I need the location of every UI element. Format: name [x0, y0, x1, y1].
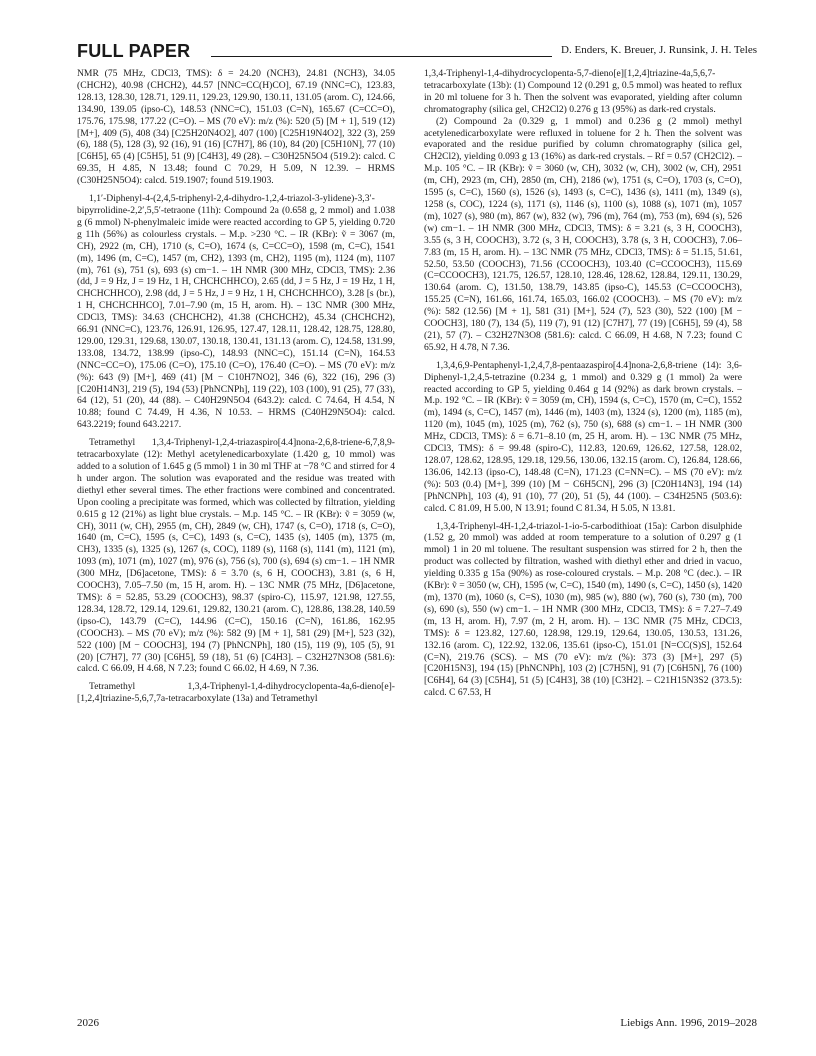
right-column: [424, 68, 742, 1008]
header-rule: [211, 56, 552, 57]
paragraph: 1,1′-Diphenyl-4-(2,4,5-triphenyl-2,4-dihydro-1,2,4-triazol-3-ylidene)-3,3′-bipyrrolidine-2,2′,5,5′-tetraone (11h): Compound 2a (0.658 g, 2 mmol) and 1.038 g (6 mmol) N-phenylmaleic imide were reacted according to GP 5, yielding 0.720 g 11h (56%) as colourless crystals. – M.p. >230 °C. – IR (KBr): ṽ = 3067 (m, CH), 2922 (m, CH), 1710 (s, C=O), 1674 (s, C=CC=O), 1598 (m, C=C), 1541 (m), 1496 (m, C=C), 1457 (m, CH2), 1393 (m, CH2), 1195 (m), 1124 (m), 1107 (m), 761 (s), 751 (s), 693 (s) cm−1. – 1H NMR (300 MHz, CDCl3, TMS): 2.36 (dd, J = 9 Hz, J = 19 Hz, 1 H, CHCHCHHCO), 2.65 (dd, J = 5 Hz, J = 19 Hz, 1 H, CHCHCHHCO), 2.98 (dd, J = 5 Hz, J = 9 Hz, 1 H, CHCHCHHCO), 3.28 [s (br.), 1 H, CHCHCHHCO], 7.01–7.90 (m, 15 H, arom. H). – 13C NMR (300 MHz, CDCl3, TMS): 34.63 (CHCHCH2), 41.38 (CHCHCH2), 45.34 (CHCHCH2), 66.91 (NNC=C), 123.76, 126.91, 126.95, 127.47, 128.11, 128.42, 128.75, 128.80, 129.00, 129.31, 129.68, 130.07, 130.18, 130.41, 131.13 (arom. C), 124.58, 131.99, 133.08, 134.72, 138.99 (ipso-C), 148.93 (NNC=C), 151.14 (C=N), 164.53 (NNC=CC=O), 175.06 (C=O), 175.10 (C=O), 176.40 (C=O). – MS (70 eV): m/z (%): 643 (9) [M+], 469 (41) [M − C10H7NO2], 346 (6), 322 (16), 296 (3) [C20H14N3], 219 (5), 194 (53) [PhNCNPh], 119 (22), 103 (100), 91 (25), 77 (33), 64 (12), 51 (20), 44 (88). – C40H29N5O4 (643.2): calcd. C 74.64, H 4.54, N 10.88; found C 74.49, H 4.36, N 10.53. – HRMS (C40H29N5O4): calcd. 643.2219; found 643.2217.: [77, 193, 395, 431]
journal-citation: Liebigs Ann. 1996, 2019–2028: [620, 1017, 757, 1029]
paragraph: 1,3,4-Triphenyl-1,4-dihydrocyclopenta-5,7-dieno[e][1,2,4]triazine-4a,5,6,7-tetracarboxylate (13b): (1) Compound 12 (0.291 g, 0.5 mmol) was heated to reflux in 20 ml toluene for 3 h. Then the solvent was evaporated, yielding after column chromatography (silica gel, CH2Cl2) 0.276 g 13 (95%) as dark-red crystals.: [424, 68, 742, 115]
paragraph: 1,3,4,6,9-Pentaphenyl-1,2,4,7,8-pentaazaspiro[4.4]nona-2,6,8-triene (14): 3,6-Diphenyl-1,2,4,5-tetrazine (0.234 g, 1 mmol) and 0.329 g (1 mmol) 2a were reacted according to GP 5, yielding 0.464 g 14 (92%) as dark brown crystals. – M.p. 192 °C. – IR (KBr): ṽ = 3059 (m, CH), 1594 (s, C=C), 1570 (m, C=C), 1552 (m), 1494 (s, C=C), 1457 (m), 1446 (m), 1403 (m), 1324 (s), 1200 (m), 1185 (m), 1120 (m), 1045 (m), 1025 (m), 762 (s), 750 (s), 688 (s) cm−1. – 1H NMR (300 MHz, CDCl3, TMS): δ = 6.71–8.10 (m, 25 H, arom. H). – 13C NMR (75 MHz, CDCl3, TMS): δ = 99.48 (spiro-C), 112.83, 120.69, 126.62, 127.58, 128.02, 128.07, 128.62, 128.95, 129.18, 129.56, 130.06, 132.15 (arom. C), 126.84, 128.66, 136.06, 142.13 (ipso-C), 148.48 (C=N), 171.23 (C=NN=C). – MS (70 eV): m/z (%): 503 (0.4) [M+], 399 (10) [M − C6H5CN], 296 (3) [C20H14N3], 194 (14) [PhNCNPh], 103 (4), 91 (10), 77 (20), 51 (5), 44 (100). – C34H25N5 (503.6): calcd. C 81.09, H 5.00, N 13.91; found C 81.34, H 5.05, N 13.81.: [424, 359, 742, 514]
page-number: 2026: [77, 1017, 99, 1029]
left-column: [77, 68, 395, 1008]
paragraph: NMR (75 MHz, CDCl3, TMS): δ = 24.20 (NCH3), 24.81 (NCH3), 34.05 (CHCH2), 40.98 (CHCH2), 44.57 [NNC=CC(H)CO], 67.19 (NNC=C), 123.83, 128.13, 128.30, 128.71, 129.11, 129.23, 129.90, 130.11, 131.05 (arom. C), 124.66, 134.90, 139.05 (ipso-C), 148.53 (NNC=C), 151.03 (C=N), 165.67 (C=CC=O), 175.76, 175.98, 177.22 (C=O). – MS (70 eV): m/z (%): 520 (5) [M + 1], 519 (12) [M+], 409 (5), 408 (34) [C25H20N4O2], 407 (100) [C25H19N4O2], 322 (3), 259 (6), 188 (5), 128 (3), 92 (16), 91 (16) [C7H7], 86 (10), 84 (20) [C5H10N], 77 (10) [C6H5], 65 (4) [C5H5], 51 (9) [C4H3], 49 (28). – C30H25N5O4 (519.2): calcd. C 69.35, H 4.85, N 13.48; found C 70.29, H 5.09, N 12.39. – HRMS (C30H25N5O4): calcd. 519.1907; found 519.1903.: [77, 68, 395, 187]
paragraph: Tetramethyl 1,3,4-Triphenyl-1,2,4-triazaspiro[4.4]nona-2,6,8-triene-6,7,8,9-tetracarboxylate (12): Methyl acetylenedicarboxylate (1.420 g, 10 mmol) was added to a solution of 1.645 g (5 mmol) 1 in 30 ml THF at −78 °C and stirred for 4 h under argon. The solution was evaporated and the residue was treated with diethyl ether several times. The ether fractions were combined and concentrated. Upon cooling a precipitate was formed, which was collected by filtration, yielding 0.615 g 12 (21%) as light blue crystals. – M.p. 145 °C. – IR (KBr): ṽ = 3059 (w, CH), 3011 (w, CH), 2955 (m, CH), 2849 (w, CH), 1747 (s, C=O), 1718 (s, C=O), 1640 (m, C=C), 1595 (s, C=C), 1493 (s, C=C), 1435 (s), 1405 (m), 1375 (m, CH3), 1335 (s), 1325 (s), 1267 (s, COC), 1189 (s), 1168 (s), 1141 (m), 1121 (m), 1093 (m), 1071 (m), 1027 (m), 976 (s), 756 (s), 700 (s), 694 (s) cm−1. – 1H NMR (300 MHz, [D6]acetone, TMS): δ = 3.70 (s, 6 H, COOCH3), 3.81 (s, 6 H, COOCH3), 7.05–7.50 (m, 15 H, arom. H). – 13C NMR (75 MHz, [D6]acetone, TMS): δ = 52.85, 53.29 (COOCH3), 98.37 (spiro-C), 115.97, 121.98, 127.55, 128.34, 128.72, 129.14, 129.61, 129.82, 130.21 (arom. C), 128.86, 138.28, 140.59 (ipso-C), 143.79 (C=C), 144.96 (C=C), 150.16 (C=N), 161.86, 162.95 (COOCH3). – MS (70 eV); m/z (%): 582 (9) [M + 1], 581 (29) [M+], 523 (32), 522 (100) [M − COOCH3], 194 (7) [PhNCNPh], 180 (15), 119 (9), 105 (5), 91 (20) [C7H7], 77 (30) [C6H5], 59 (18), 51 (6) [C4H3]. – C32H27N3O8 (581.6): calcd. C 66.09, H 4.68, N 7.23; found C 66.02, H 4.69, N 7.36.: [77, 437, 395, 675]
section-label: FULL PAPER: [77, 41, 191, 61]
paragraph: Tetramethyl 1,3,4-Triphenyl-1,4-dihydrocyclopenta-4a,6-dieno[e]-[1,2,4]triazine-5,6,7,7a-tetracarboxylate (13a) and Tetramethyl: [77, 681, 395, 705]
page-header: [77, 41, 757, 63]
paragraph: 1,3,4-Triphenyl-4H-1,2,4-triazol-1-io-5-carbodithioat (15a): Carbon disulphide (1.52 g, 20 mmol) was added at room temperature to a solution of 0.297 g (1 mmol) 1 in 20 ml toluene. The resultant suspension was stirred for 2 h, then the product was collected by filtration, washed with diethyl ether and dried in vacuo, yielding 0.335 g 15a (90%) as rose-coloured crystals. – M.p. 208 °C (dec.). – IR (KBr): ṽ = 3050 (w, CH), 1595 (w, C=C), 1540 (m), 1490 (s, C=C), 1450 (s), 1420 (m), 1370 (m), 1060 (s, C=S), 1030 (m), 985 (w), 880 (w), 760 (s), 730 (m), 700 (s), 690 (s), 550 (w) cm−1. – 1H NMR (300 MHz, CDCl3, TMS): δ = 7.27–7.49 (m, 13 H, arom. H), 7.97 (m, 2 H, arom. H). – 13C NMR (75 MHz, CDCl3, TMS): δ = 123.82, 127.60, 128.98, 129.19, 129.64, 130.05, 130.53, 131.26, 132.16 (arom. C), 122.92, 132.06, 135.61 (ipso-C), 151.01 [N=CC(S)S], 152.64 (C=N), 219.76 (SCS). – MS (70 eV): m/z (%): 373 (3) [M+], 297 (5) [C20H15N3], 194 (15) [PhNCNPh], 103 (2) [C7H5N], 91 (7) [C6H5N], 76 (100) [C6H4], 64 (3) [C5H4], 51 (5) [C4H3], 38 (10) [C3H2]. – C21H15N3S2 (373.5): calcd. C 67.53, H: [424, 520, 742, 699]
running-head-authors: D. Enders, K. Breuer, J. Runsink, J. H. Teles: [561, 44, 757, 56]
paragraph: (2) Compound 2a (0.329 g, 1 mmol) and 0.236 g (2 mmol) methyl acetylenedicarboxylate were refluxed in toluene for 2 h. Then the solvent was evaporated and the residue purified by column chromatography (silica gel, CH2Cl2), yielding 0.093 g 13 (16%) as dark-red crystals. – Rf = 0.57 (CH2Cl2). – M.p. 105 °C. – IR (KBr): ṽ = 3060 (w, CH), 3032 (w, CH), 3002 (w, CH), 2951 (m, CH), 2923 (m, CH), 2850 (m, CH), 2186 (w), 1751 (s, C=O), 1703 (s, C=O), 1595 (s, C=C), 1560 (s), 1526 (s), 1493 (s, C=C), 1436 (s), 1411 (m), 1349 (s), 1258 (s, COC), 1224 (s), 1171 (s), 1146 (s), 1100 (s), 1088 (s), 1071 (m), 1057 (m), 1027 (s), 980 (m), 867 (w), 832 (w), 796 (m), 764 (m), 753 (m), 694 (s), 526 (w) cm−1. – 1H NMR (300 MHz, CDCl3, TMS): δ = 3.21 (s, 3 H, COOCH3), 3.55 (s, 3 H, COOCH3), 3.72 (s, 3 H, COOCH3), 3.78 (s, 3 H, COOCH3), 7.06–7.83 (m, 15 H, arom. H). – 13C NMR (75 MHz, CDCl3, TMS): δ = 51.15, 51.61, 52.50, 53.50 (COOCH3), 71.56 (CCOOCH3), 103.40 (C=CCOOCH3), 115.69 (C=CCOOCH3), 121.75, 126.57, 128.10, 128.46, 128.62, 128.84, 129.11, 130.29, 130.64 (arom. C), 131.50, 138.79, 143.85 (ipso-C), 145.53 (C=CCOOCH3), 155.25 (C=N), 161.66, 161.74, 165.03, 166.02 (COOCH3). – MS (70 eV): m/z (%): 582 (12.56) [M + 1], 581 (31) [M+], 524 (7), 523 (30), 522 (100) [M − COOCH3], 180 (7), 134 (5), 119 (7), 91 (12) [C7H7], 77 (19) [C6H5], 59 (4), 58 (21), 57 (7). – C32H27N3O8 (581.6): calcd. C 66.09, H 4.68, N 7.23; found C 65.92, H 4.78, N 7.36.: [424, 115, 742, 353]
